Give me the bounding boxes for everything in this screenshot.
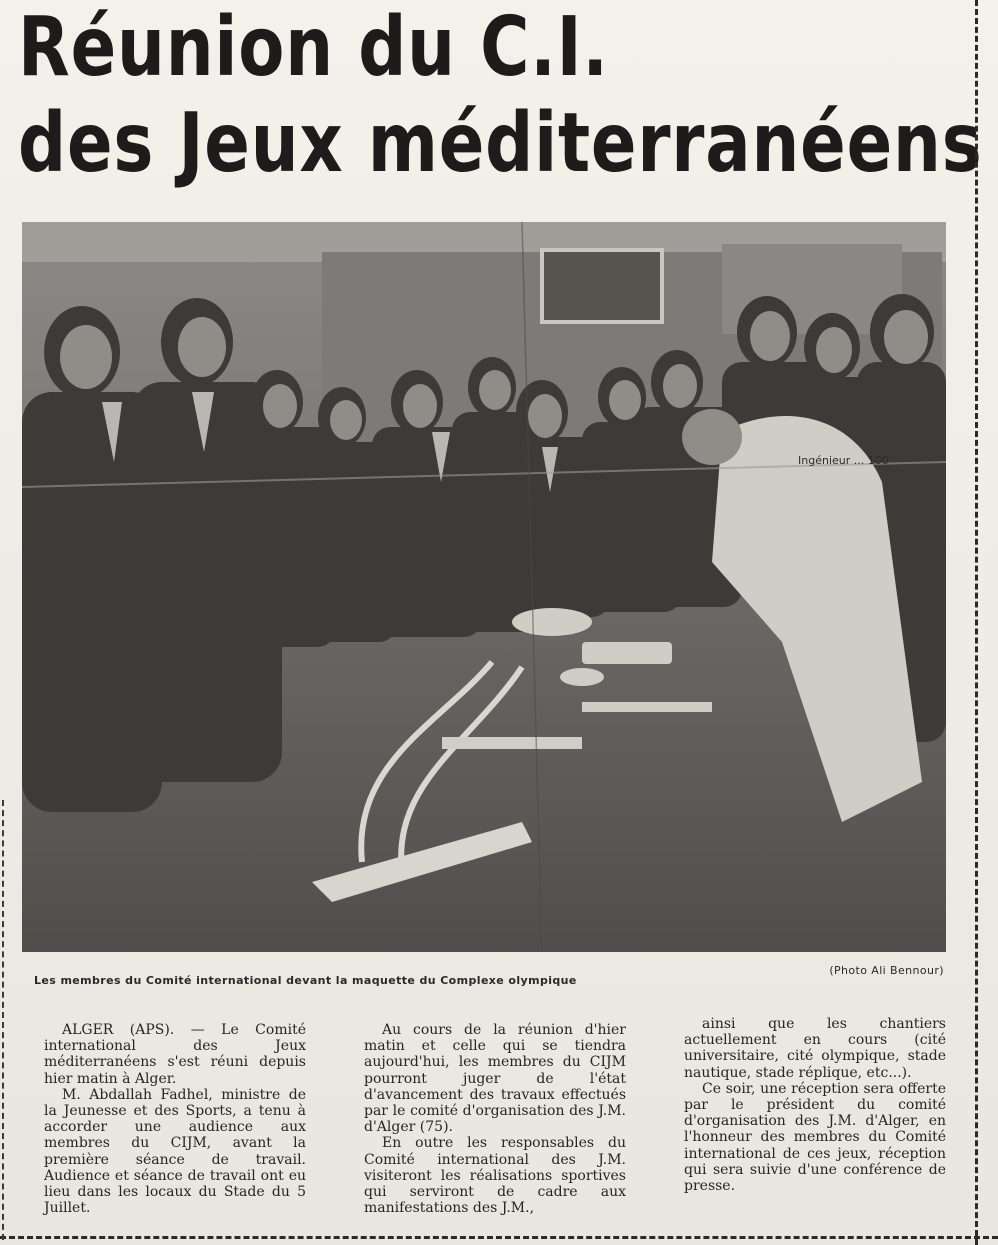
article-paragraph: Ce soir, une réception sera offerte par le président du comité d'organisation des J.M. d'Alger, en l'honneur des membres du Comité international de ces jeux, réception qui sera suivie d'une conférence de presse.: [684, 1080, 946, 1195]
photo-overlay-text: Ingénieur ... 100: [798, 454, 889, 467]
headline-line-1: Réunion du C.I.: [18, 0, 609, 95]
news-photo: [22, 222, 946, 952]
photo-credit: (Photo Ali Bennour): [829, 964, 944, 977]
photo-caption: [34, 964, 944, 992]
article-paragraph: M. Abdallah Fadhel, ministre de la Jeunesse et des Sports, a tenu à accorder une audience aux membres du CIJM, avant la première séance de travail. Audience et séance de travail ont eu lieu dans les locaux du Stade du 5 Juillet.: [44, 1086, 306, 1217]
cut-line-bottom: [0, 1236, 998, 1239]
headline-line-2: des Jeux méditerranéens: [18, 96, 983, 191]
article-paragraph: ALGER (APS). — Le Comité international des Jeux méditerranéens s'est réuni depuis hier matin à Alger.: [44, 1022, 306, 1087]
article-paragraph: Au cours de la réunion d'hier matin et celle qui se tiendra aujourd'hui, les membres du CIJM pourront juger de l'état d'avancement des travaux effectués par le comité d'organisation des J.M. d'Alger (75).: [364, 1022, 626, 1136]
article-column-2: [364, 1022, 626, 1216]
article-column-3: [684, 1016, 946, 1194]
cut-line-right: [975, 0, 978, 1245]
photo-illustration: [22, 222, 946, 952]
cut-line-left: [2, 800, 4, 1240]
article-paragraph: En outre les responsables du Comité international des J.M. visiteront les réalisations sportives qui serviront de cadre aux manifestations des J.M.,: [364, 1135, 626, 1217]
article-column-1: [44, 1022, 306, 1216]
article-paragraph: ainsi que les chantiers actuellement en cours (cité universitaire, cité olympique, stade nautique, stade réplique, etc...).: [684, 1016, 946, 1081]
caption-text: Les membres du Comité international devant la maquette du Complexe olympique: [34, 974, 577, 987]
headline: [18, 0, 983, 192]
